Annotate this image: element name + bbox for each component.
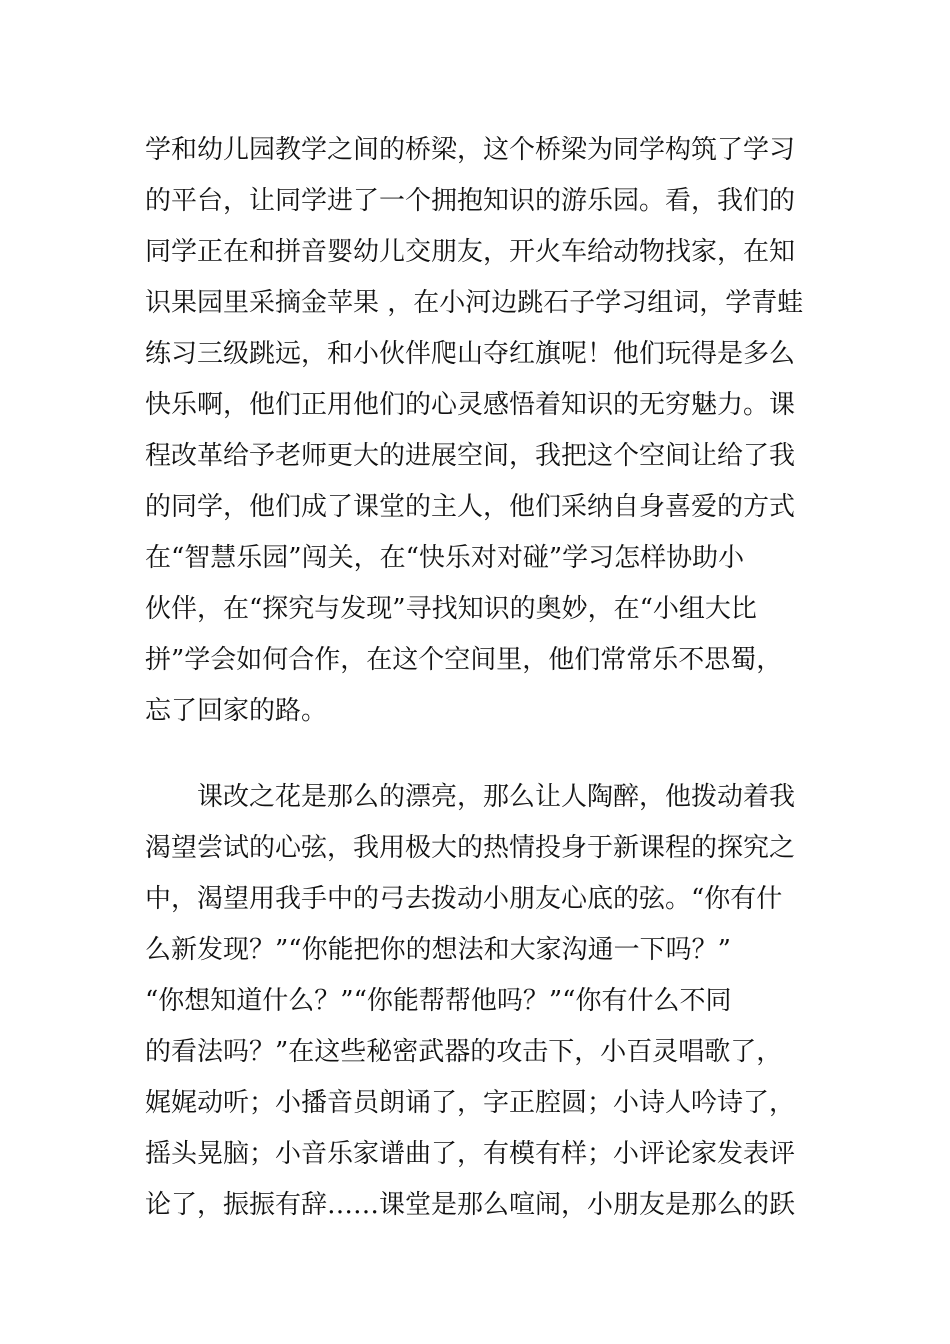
- text-line: 课改之花是那么的漂亮，那么让人陶醉，他拨动着我: [145, 782, 796, 812]
- text-line: 么新发现？”“你能把你的想法和大家沟通一下吗？”: [145, 935, 731, 965]
- text-line: 娓娓动听；小播音员朗诵了，字正腔圆；小诗人吟诗了，: [145, 1088, 796, 1118]
- text-line: 练习三级跳远，和小伙伴爬山夺红旗呢！他们玩得是多么: [145, 339, 796, 369]
- text-line: 学和幼儿园教学之间的桥梁，这个桥梁为同学构筑了学习: [145, 135, 796, 165]
- text-line: 同学正在和拼音婴幼儿交朋友，开火车给动物找家，在知: [145, 237, 796, 267]
- text-line: 拼”学会如何合作，在这个空间里，他们常常乐不思蜀，: [145, 645, 783, 675]
- text-line: 识果园里采摘金苹果 ，在小河边跳石子学习组词，学青蛙: [145, 288, 804, 318]
- text-line: 快乐啊，他们正用他们的心灵感悟着知识的无穷魅力。课: [145, 390, 796, 420]
- text-line: 忘了回家的路。: [145, 696, 328, 726]
- text-line: 的看法吗？”在这些秘密武器的攻击下，小百灵唱歌了，: [145, 1037, 783, 1067]
- paragraph-2: [145, 772, 810, 1231]
- text-line: 在“智慧乐园”闯关，在“快乐对对碰”学习怎样协助小: [145, 543, 745, 573]
- text-line: 的平台，让同学进了一个拥抱知识的游乐园。看，我们的: [145, 186, 796, 216]
- text-line: 程改革给予老师更大的进展空间，我把这个空间让给了我: [145, 441, 796, 471]
- text-line: 论了，振振有辞……课堂是那么喧闹，小朋友是那么的跃: [145, 1190, 796, 1220]
- text-line: 伙伴，在“探究与发现”寻找知识的奥妙，在“小组大比: [145, 594, 757, 624]
- text-line: 摇头晃脑；小音乐家谱曲了，有模有样；小评论家发表评: [145, 1139, 796, 1169]
- text-line: 中，渴望用我手中的弓去拨动小朋友心底的弦。“你有什: [145, 884, 783, 914]
- paragraph-1: [145, 125, 810, 737]
- text-line: 渴望尝试的心弦，我用极大的热情投身于新课程的探究之: [145, 833, 796, 863]
- text-line: 的同学，他们成了课堂的主人，他们采纳自身喜爱的方式: [145, 492, 796, 522]
- text-line: “你想知道什么？”“你能帮帮他吗？”“你有什么不同: [145, 986, 732, 1016]
